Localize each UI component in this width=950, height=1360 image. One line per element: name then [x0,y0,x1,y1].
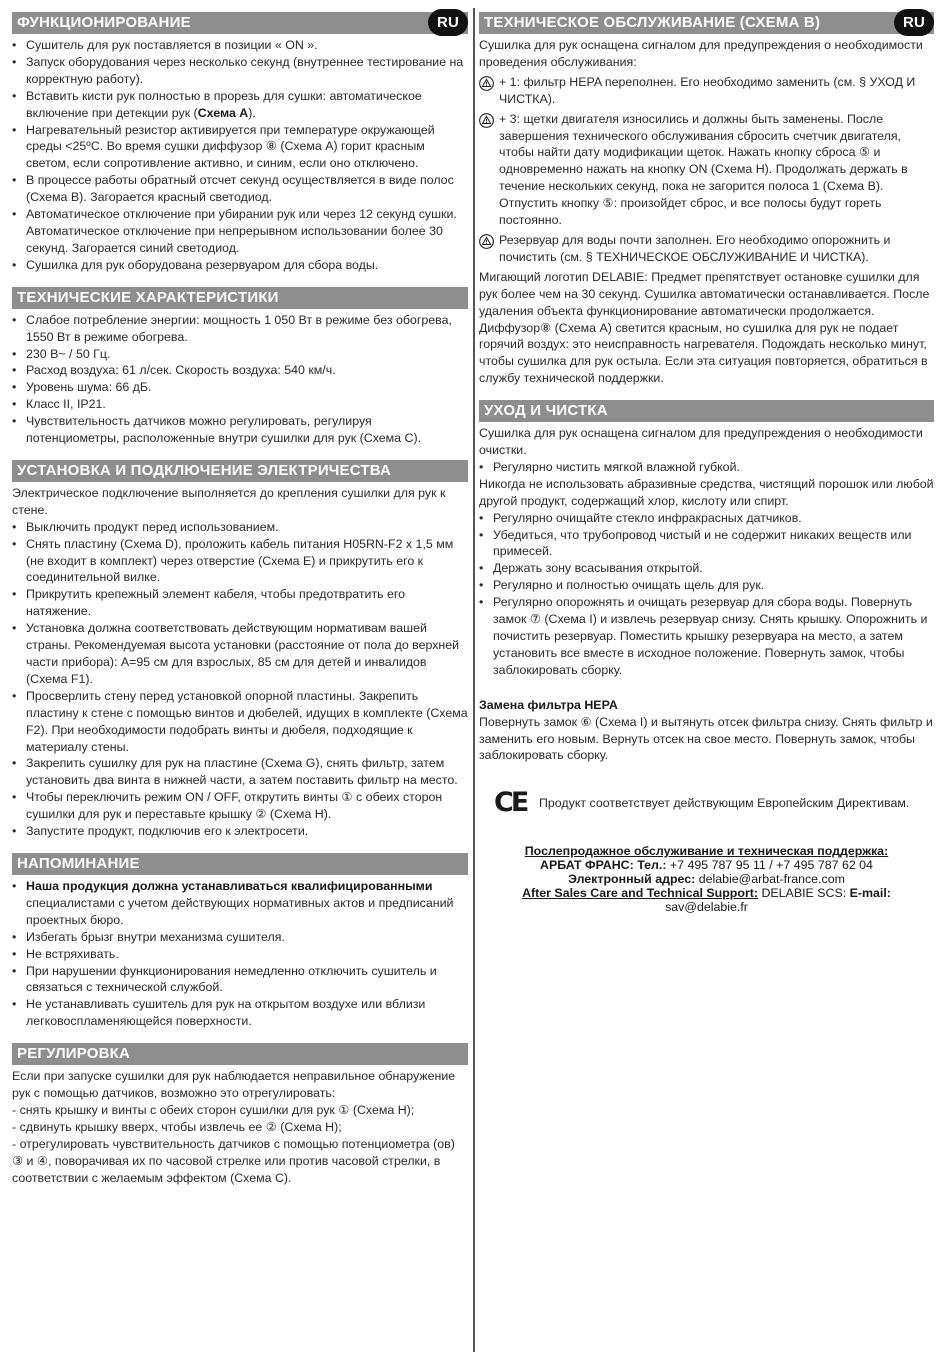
column-divider [473,8,475,1352]
care-warning: Никогда не использовать абразивные средства, чистящий порошок или любой другой продукт, содержащий хлор, кислоту или спирт. [479,476,934,508]
contact-phone: АРБАТ ФРАНС: Тел.: +7 495 787 95 11 / +7 495 787 62 04 [540,858,873,873]
list-item: • Класс II, IP21. [12,396,468,413]
care-list-b [479,510,934,679]
hepa-text: Повернуть замок ⑥ (Схема I) и вытянуть отсек фильтра снизу. Снять фильтр и заменить его новым. Вернуть отсек на свое место. Повернуть замок, чтобы заблокировать сборку. [479,714,933,763]
ce-mark-icon: CE [494,787,527,819]
list-item: • Уровень шума: 66 дБ. [12,379,468,396]
section-heading: ФУНКЦИОНИРОВАНИЕ RU [12,12,468,34]
ce-text: Продукт соответствует действующим Европейским Директивам. [539,796,910,811]
list-item: • Просверлить стену перед установкой опорной пластины. Закрепить пластину к стене с помощью винтов и дюбелей, идущих в комплекте (Схема F2). При необходимости подобрать винты и дюбеля, подходящие к материалу стены. [12,688,468,756]
list-item: • Запустите продукт, подключив его к электросети. [12,823,468,840]
list-item: • Расход воздуха: 61 л/сек. Скорость воздуха: 540 км/ч. [12,362,468,379]
adjust-intro: Если при запуске сушилки для рук наблюдается неправильное обнаружение рук с помощью датчиков, возможно это отрегулировать: [12,1069,456,1101]
section-maintenance [479,12,934,387]
list-item: • Автоматическое отключение при убирании рук или через 12 секунд сушки. Автоматическое отключение при непрерывном использовании более 30 секунд. Загорается синий светодиод. [12,206,468,257]
list-item: • Вставить кисти рук полностью в прорезь для сушки: автоматическое включение при детекции рук (Схема A). [12,88,468,122]
care-intro: Сушилка для рук оснащена сигналом для предупреждения о необходимости очистки. [479,426,923,458]
list-item: • Закрепить сушилку для рук на пластине (Схема G), снять фильтр, затем установить два винта в нижней части, а затем поставить фильтр на место. [12,755,468,789]
right-column [479,12,934,914]
warning-icon [479,76,494,91]
contact-title: Послепродажное обслуживание и техническая поддержка: [524,844,889,859]
section-heading: ТЕХНИЧЕСКИЕ ХАРАКТЕРИСТИКИ [12,287,468,309]
reminder-list [12,878,468,1030]
list-item: • Сушилка для рук оборудована резервуаром для сбора воды. [12,257,468,274]
tech-list [12,312,468,447]
list-item: • В процессе работы обратный отсчет секунд осуществляется в виде полос (Схема B). Загорается красный светодиод. [12,172,468,206]
list-item: • Чтобы переключить режим ON / OFF, открутить винты ① с обеих сторон сушилки для рук и переставьте крышку ② (Схема H). [12,789,468,823]
section-heading: ТЕХНИЧЕСКОЕ ОБСЛУЖИВАНИЕ (СХЕМА B) RU [479,12,934,34]
maint-paragraph: Мигающий логотип DELABIE: Предмет препятствует остановке сушилки для рук более чем на 30 секунд. Сушилка автоматически останавливается. После удаления объекта функционирование автоматически продолжается. [479,269,930,318]
hepa-title: Замена фильтра HEPA [479,697,618,712]
list-item: • Выключить продукт перед использованием. [12,519,468,536]
warning-icon [479,234,494,249]
list-item: • Регулярно и полностью очищать щель для рук. [479,577,934,594]
maint-intro: Сушилка для рук оснащена сигналом для предупреждения о необходимости проведения обслуживания: [479,38,923,69]
list-item: • Держать зону всасывания открытой. [479,560,934,577]
list-item: • Не устанавливать сушитель для рук на открытом воздухе или вблизи легковоспламеняющейся поверхности. [12,996,468,1030]
adjust-step: - отрегулировать чувствительность датчиков с помощью потенциометра (ов) ③ и ④, поворачивая их по часовой стрелке или против часовой стрелки, в соответствии с желаемым эффектом (Схема C). [12,1136,455,1185]
list-item: • Наша продукция должна устанавливаться квалифицированными специалистами с учетом действующих нормативных актов и предписаний проектных бюро. [12,878,468,929]
contact-email: Электронный адрес: delabie@arbat-france.com [568,872,845,887]
list-item: • Запуск оборудования через несколько секунд (внутреннее тестирование на корректную работу). [12,54,468,88]
section-functioning [12,12,468,274]
warning-item: + 1: фильтр HEPA переполнен. Его необходимо заменить (см. § УХОД И ЧИСТКА). [479,74,934,108]
warning-item: + 3: щетки двигателя износились и должны быть заменены. После завершения технического обслуживания сбросить счетчик двигателя, чтобы найти дату модификации щеток. Нажать кнопку сброса ⑤ и одновременно нажать на кнопку ON (Схема H). Продолжать держать в течение нескольких секунд, пока не загорится полоса 1 (Схема B). Отпустить кнопку ⑤: произойдет сброс, и все полосы будут гореть постоянно. [479,111,934,229]
list-item: • Снять пластину (Схема D), проложить кабель питания H05RN-F2 x 1,5 мм (не входит в комплект) через отверстие (Схема E) и прикрутить его к соединительной вилке. [12,536,468,587]
section-reminder [12,853,468,1030]
install-list [12,519,468,840]
install-intro: Электрическое подключение выполняется до крепления сушилки для рук к стене. [12,485,446,517]
list-item: • Регулярно опорожнять и очищать резервуар для сбора воды. Повернуть замок ⑦ (Схема I) и извлечь резервуар снизу. Снять крышку. Опорожнить и почистить резервуар. Поместить крышку резервуара на место, а затем установить все вместе в исходное положение. Повернуть замок, чтобы заблокировать сборку. [479,594,934,679]
list-item: • 230 В~ / 50 Гц. [12,346,468,363]
list-item: • При нарушении функционирования немедленно отключить сушитель и связаться с технической службой. [12,963,468,997]
adjust-step: - снять крышку и винты с обеих сторон сушилки для рук ① (Схема H); [12,1102,415,1117]
adjust-step: - сдвинуть крышку вверх, чтобы извлечь ее ② (Схема H); [12,1119,342,1134]
section-installation [12,460,468,840]
language-badge: RU [894,9,934,36]
list-item: • Не встряхивать. [12,946,468,963]
list-item: • Регулярно чистить мягкой влажной губкой. [479,459,934,476]
list-item: • Установка должна соответствовать действующим нормативам вашей страны. Рекомендуемая высота установки (расстояние от пола до верхней части прибора): A=95 см для взрослых, 85 см для детей и инвалидов (Схема F1). [12,620,468,688]
section-adjustment [12,1043,468,1186]
list-item: • Убедиться, что трубопровод чистый и не содержит никаких веществ или примесей. [479,527,934,561]
section-heading: НАПОМИНАНИЕ [12,853,468,875]
maint-paragraph: Диффузор⑧ (Схема A) светится красным, но сушилка для рук не подает горячий воздух: это неисправность нагревателя. Подождать несколько минут, чтобы сушилка для рук остыла. Если эта ситуация повторяется, обратиться в службу технической поддержки. [479,320,928,386]
contact-block [479,844,934,914]
language-badge: RU [428,9,468,36]
list-item: • Регулярно очищайте стекло инфракрасных датчиков. [479,510,934,527]
ce-compliance [479,786,934,820]
warning-item: Резервуар для воды почти заполнен. Его необходимо опорожнить и почистить (см. § ТЕХНИЧЕСКОЕ ОБСЛУЖИВАНИЕ И ЧИСТКА). [479,232,934,266]
list-item: • Нагревательный резистор активируется при температуре окружающей среды <25ºC. Во время сушки диффузор ⑧ (Схема A) горит красным светом, если сопротивление активно, и синим, если оно отключено. [12,122,468,173]
section-heading: РЕГУЛИРОВКА [12,1043,468,1065]
functioning-list [12,37,468,274]
list-item: • Слабое потребление энергии: мощность 1 050 Вт в режиме без обогрева, 1550 Вт в режиме обогрева. [12,312,468,346]
section-care [479,400,934,764]
list-item: • Избегать брызг внутри механизма сушителя. [12,929,468,946]
section-tech-specs [12,287,468,447]
list-item: • Чувствительность датчиков можно регулировать, регулируя потенциометры, расположенные внутри сушилки для рук (Схема C). [12,413,468,447]
list-item: • Сушитель для рук поставляется в позиции « ON ». [12,37,468,54]
list-item: • Прикрутить крепежный элемент кабеля, чтобы предотвратить его натяжение. [12,586,468,620]
left-column [12,12,468,1199]
contact-support: After Sales Care and Technical Support: DELABIE SCS: E-mail: sav@delabie.fr [522,886,891,915]
section-heading: УХОД И ЧИСТКА [479,400,934,422]
warning-icon [479,113,494,128]
section-heading: УСТАНОВКА И ПОДКЛЮЧЕНИЕ ЭЛЕКТРИЧЕСТВА [12,460,468,482]
care-list-a [479,459,934,476]
